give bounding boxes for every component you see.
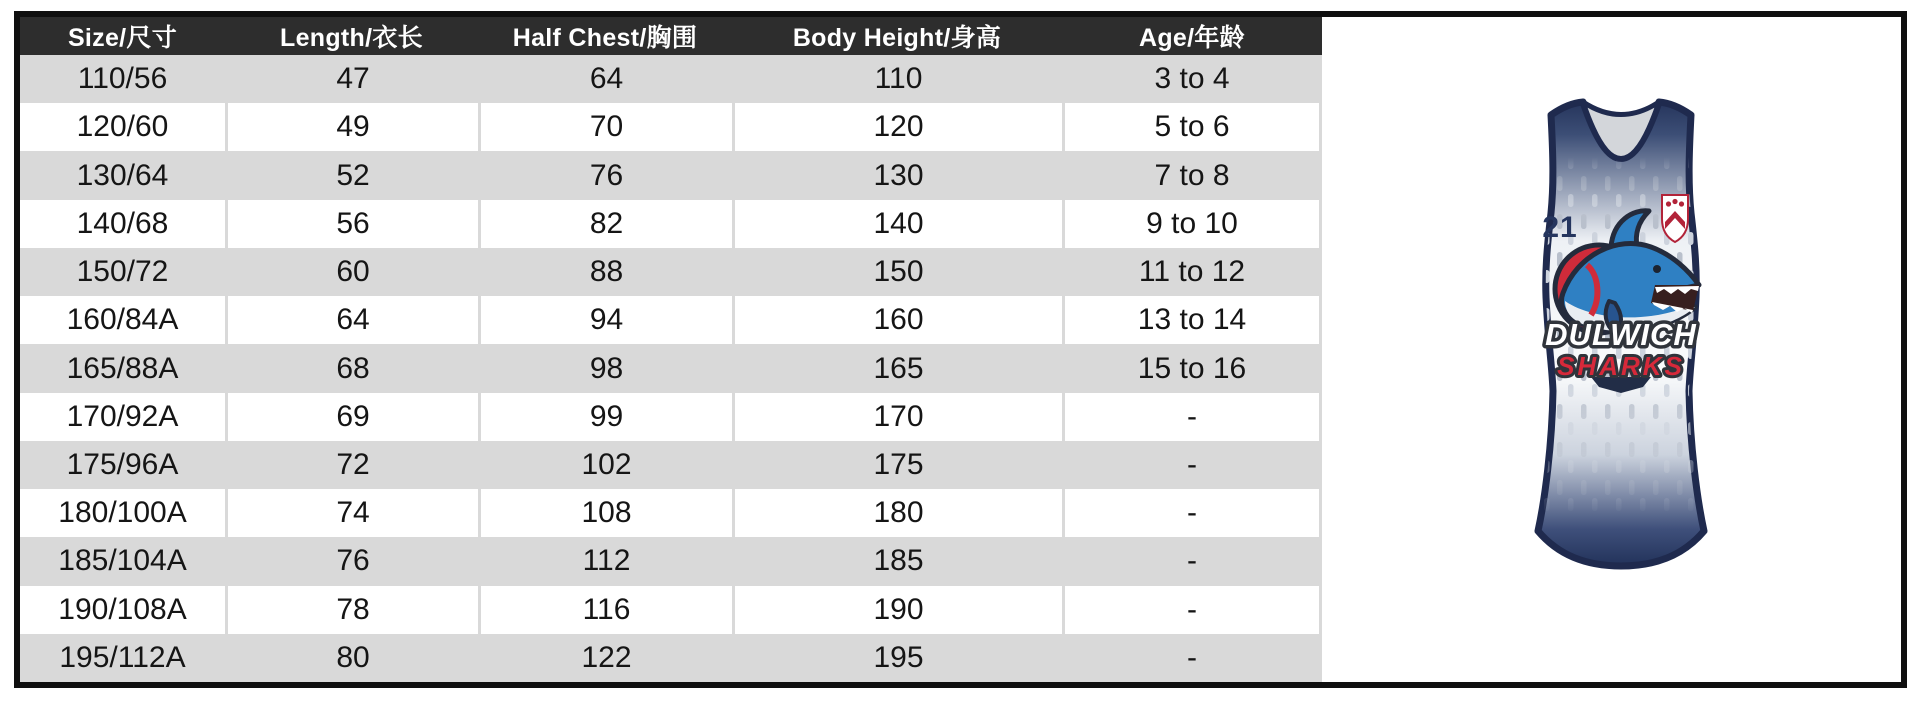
cell-length: 60 [225, 248, 478, 296]
cell-age: 9 to 10 [1062, 200, 1322, 248]
cell-size: 185/104A [58, 544, 187, 578]
jersey-panel [1322, 17, 1901, 682]
jersey-svg [1505, 95, 1737, 577]
cell-size: 180/100A [58, 496, 187, 530]
cell-length: 49 [225, 103, 478, 151]
table-body [20, 55, 1322, 682]
table-row [20, 537, 1322, 585]
cell-half_chest: 108 [478, 489, 732, 537]
cell-body_height: 180 [732, 489, 1062, 537]
cell-half_chest: 112 [478, 537, 732, 585]
cell-age: 11 to 12 [1062, 248, 1322, 296]
column-header-length: Length/衣长 [280, 24, 423, 52]
cell-half_chest: 88 [478, 248, 732, 296]
cell-half_chest: 82 [478, 200, 732, 248]
cell-size: 190/108A [58, 592, 187, 626]
cell-age: - [1062, 537, 1322, 585]
cell-length: 72 [225, 441, 478, 489]
size-chart-table [20, 17, 1322, 682]
team-name-text: DULWICH [1545, 317, 1697, 352]
cell-size: 110/56 [77, 62, 168, 96]
cell-body_height: 190 [732, 586, 1062, 634]
cell-body_height: 195 [732, 634, 1062, 682]
cell-half_chest: 98 [478, 344, 732, 392]
cell-body_height: 165 [732, 344, 1062, 392]
table-row [20, 586, 1322, 634]
cell-body_height: 160 [732, 296, 1062, 344]
cell-length: 69 [225, 393, 478, 441]
cell-size: 150/72 [76, 255, 169, 289]
cell-age: 15 to 16 [1062, 344, 1322, 392]
school-crest-icon [1662, 195, 1688, 242]
cell-half_chest: 102 [478, 441, 732, 489]
table-row [20, 103, 1322, 151]
cell-body_height: 130 [732, 151, 1062, 199]
cell-size: 175/96A [66, 447, 179, 481]
cell-length: 47 [225, 55, 478, 103]
cell-age: - [1062, 489, 1322, 537]
cell-size: 170/92A [66, 399, 179, 433]
table-row [20, 393, 1322, 441]
cell-length: 80 [225, 634, 478, 682]
table-row [20, 296, 1322, 344]
cell-body_height: 170 [732, 393, 1062, 441]
cell-size: 140/68 [76, 206, 169, 240]
cell-size: 130/64 [76, 158, 169, 192]
cell-half_chest: 64 [478, 55, 732, 103]
cell-length: 64 [225, 296, 478, 344]
cell-length: 68 [225, 344, 478, 392]
cell-body_height: 175 [732, 441, 1062, 489]
table-row [20, 200, 1322, 248]
cell-length: 74 [225, 489, 478, 537]
cell-age: 3 to 4 [1062, 55, 1322, 103]
column-header-age: Age/年龄 [1139, 24, 1245, 52]
cell-length: 52 [225, 151, 478, 199]
cell-age: 7 to 8 [1062, 151, 1322, 199]
cell-age: - [1062, 586, 1322, 634]
cell-half_chest: 76 [478, 151, 732, 199]
cell-half_chest: 94 [478, 296, 732, 344]
table-header-row [20, 17, 1322, 55]
column-header-body_height: Body Height/身高 [792, 24, 1002, 52]
cell-body_height: 140 [732, 200, 1062, 248]
table-row [20, 151, 1322, 199]
team-subname-text: SHARKS [1557, 351, 1685, 381]
cell-length: 78 [225, 586, 478, 634]
table-row [20, 55, 1322, 103]
cell-age: 13 to 14 [1062, 296, 1322, 344]
sheet-frame [14, 11, 1907, 688]
cell-half_chest: 70 [478, 103, 732, 151]
cell-length: 76 [225, 537, 478, 585]
cell-length: 56 [225, 200, 478, 248]
table-row [20, 634, 1322, 682]
cell-body_height: 150 [732, 248, 1062, 296]
cell-age: - [1062, 441, 1322, 489]
column-header-half_chest: Half Chest/胸围 [512, 24, 698, 52]
cell-body_height: 120 [732, 103, 1062, 151]
jersey-image [1505, 95, 1737, 577]
table-row [20, 248, 1322, 296]
cell-size: 160/84A [66, 303, 179, 337]
cell-size: 120/60 [76, 110, 169, 144]
cell-age: 5 to 6 [1062, 103, 1322, 151]
cell-age: - [1062, 393, 1322, 441]
cell-age: - [1062, 634, 1322, 682]
column-header-size: Size/尺寸 [67, 24, 178, 52]
cell-body_height: 185 [732, 537, 1062, 585]
cell-body_height: 110 [732, 55, 1062, 103]
cell-size: 165/88A [66, 351, 179, 385]
table-row [20, 344, 1322, 392]
table-row [20, 489, 1322, 537]
cell-half_chest: 99 [478, 393, 732, 441]
jersey-number: 21 [1542, 211, 1578, 244]
cell-half_chest: 122 [478, 634, 732, 682]
table-row [20, 441, 1322, 489]
cell-size: 195/112A [59, 640, 186, 674]
cell-half_chest: 116 [478, 586, 732, 634]
